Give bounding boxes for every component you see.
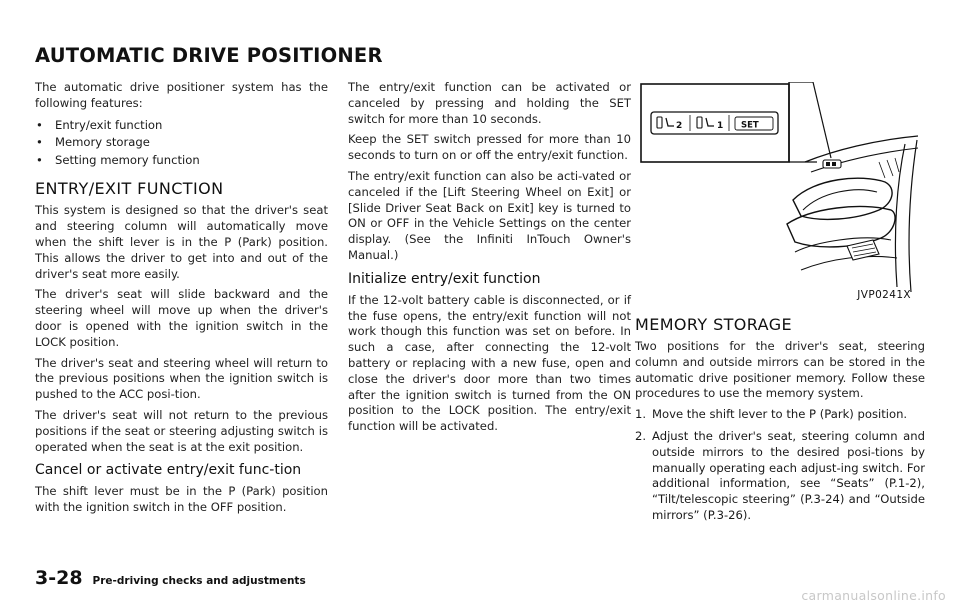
- column-middle: [348, 80, 631, 440]
- step-text: Move the shift lever to the P (Park) position.: [652, 407, 908, 422]
- bullet-icon: •: [36, 152, 43, 167]
- section-footer: Pre-driving checks and adjustments: [92, 575, 306, 587]
- paragraph: The entry/exit function can be activated or canceled by pressing and holding the SET switch for more than 10 seconds.: [348, 80, 631, 126]
- paragraph: The driver's seat will not return to the previous positions if the seat or steering adjusting switch is operated when the seat is at the exit position.: [35, 407, 328, 454]
- page-title: AUTOMATIC DRIVE POSITIONER: [35, 44, 383, 67]
- column-left: [35, 80, 328, 521]
- step-item: [635, 407, 925, 423]
- steps-list: [635, 407, 925, 524]
- switch-strip: [651, 112, 778, 134]
- feature-text: Setting memory function: [55, 152, 200, 167]
- intro-paragraph: The automatic drive positioner system has the following features:: [35, 80, 328, 110]
- button-label: 2: [676, 121, 683, 131]
- memory-storage-heading: MEMORY STORAGE: [635, 315, 793, 334]
- door-switch-figure: [635, 82, 921, 307]
- paragraph: Keep the SET switch pressed for more than 10 seconds to turn on or off the entry/exit function.: [348, 132, 631, 163]
- step-number: 1.: [635, 407, 647, 422]
- initialize-heading: Initialize entry/exit function: [348, 270, 541, 287]
- paragraph: The shift lever must be in the P (Park) position with the ignition switch in the OFF position.: [35, 484, 328, 515]
- figure-code: JVP0241X: [857, 289, 911, 301]
- paragraph: The driver's seat will slide backward and the steering wheel will move up when the driver's door is opened with the ignition switch in the LOCK position.: [35, 287, 328, 349]
- step-number: 2.: [635, 428, 647, 443]
- feature-text: Memory storage: [55, 135, 150, 150]
- paragraph: The driver's seat and steering wheel will return to the previous positions when the ignition switch is pushed to the ACC posi-tion.: [35, 355, 328, 402]
- page-footer: [35, 567, 306, 589]
- watermark: carmanualsonline.info: [801, 588, 946, 603]
- paragraph: Two positions for the driver's seat, steering column and outside mirrors can be stored in the automatic drive positioner memory. Follow these procedures to use the memory system.: [635, 339, 925, 401]
- step-text: Adjust the driver's seat, steering column and outside mirrors to the desired posi-tions by manually operating each adjust-ing switch. For additional information, see “Seats” (P.1-2), “Tilt/telescopic steering” (P.3-24) and “Outside mirrors” (P.3-26).: [652, 428, 925, 522]
- paragraph: This system is designed so that the driver's seat and steering column will automatically move when the shift lever is in the P (Park) position. This allows the driver to get into and out of the driver's seat more easily.: [35, 203, 328, 281]
- door-panel-illustration: [635, 82, 921, 307]
- feature-item: [35, 117, 328, 135]
- column-right: [635, 80, 925, 530]
- button-label: 1: [717, 121, 724, 131]
- feature-list: [35, 117, 328, 170]
- entry-exit-heading: ENTRY/EXIT FUNCTION: [35, 179, 224, 199]
- cancel-heading: Cancel or activate entry/exit func-tion: [35, 462, 302, 479]
- step-item: [635, 429, 925, 524]
- feature-item: [35, 152, 328, 170]
- paragraph: If the 12-volt battery cable is disconnected, or if the fuse opens, the entry/exit function will not work though this function was set on before. In such a case, after connecting the 12-volt battery or replacing with a new fuse, open and close the driver's door more than two times after the ignition switch is turned from the ON position to the LOCK position. The entry/exit function will be activated.: [348, 292, 631, 434]
- feature-text: Entry/exit function: [55, 117, 163, 132]
- paragraph: The entry/exit function can also be acti-vated or canceled if the [Lift Steering Wheel on Exit] or [Slide Driver Seat Back on Exit] key is turned to ON or OFF in the Vehicle Settings on the center display. (See the Infiniti InTouch Owner's Manual.): [348, 168, 631, 262]
- bullet-icon: •: [36, 135, 43, 150]
- button-label: SET: [741, 120, 759, 131]
- feature-item: [35, 134, 328, 152]
- bullet-icon: •: [36, 117, 43, 132]
- page-number: 3-28: [35, 567, 83, 589]
